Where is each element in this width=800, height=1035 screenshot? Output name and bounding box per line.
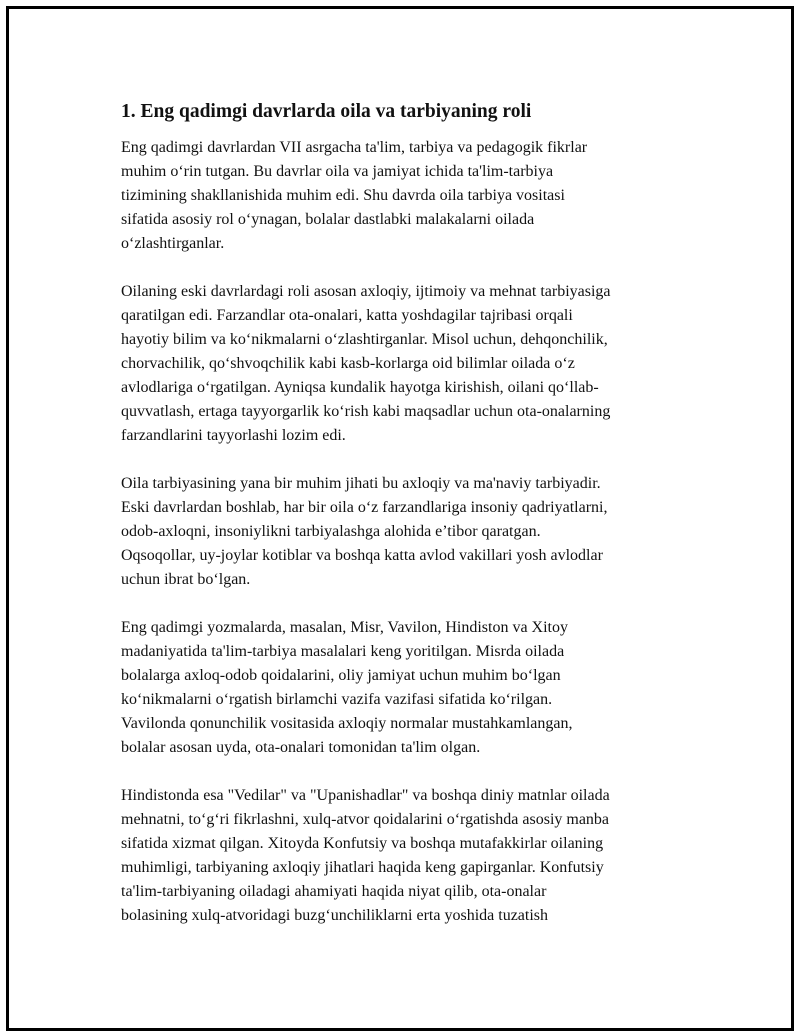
text-line: muhim o‘rin tutgan. Bu davrlar oila va jamiyat ichida ta'lim-tarbiya <box>121 163 554 180</box>
text-line: tizimining shakllanishida muhim edi. Shu davrda oila tarbiya vositasi <box>121 187 565 204</box>
text-line: sifatida asosiy rol o‘ynagan, bolalar dastlabki malakalarni oilada <box>121 211 535 228</box>
paragraph-1 <box>121 136 701 256</box>
text-line: o‘zlashtirganlar. <box>121 235 225 252</box>
text-line: Eng qadimgi davrlardan VII asrgacha ta'lim, tarbiya va pedagogik fikrlar <box>121 139 588 156</box>
text-line: farzandlarini tayyorlashi lozim edi. <box>121 427 346 444</box>
text-line: ko‘nikmalarni o‘rgatish birlamchi vazifa vazifasi sifatida ko‘rilgan. <box>121 691 553 708</box>
paragraph-4 <box>121 616 701 760</box>
text-line: odob-axloqni, insoniylikni tarbiyalashga alohida e’tibor qaratgan. <box>121 523 541 540</box>
text-line: Vavilonda qonunchilik vositasida axloqiy normalar mustahkamlangan, <box>121 715 573 732</box>
text-line: Oila tarbiyasining yana bir muhim jihati bu axloqiy va ma'naviy tarbiyadir. <box>121 475 601 492</box>
text-line: chorvachilik, qo‘shvoqchilik kabi kasb-korlarga oid bilimlar oilada o‘z <box>121 355 575 372</box>
text-line: muhimligi, tarbiyaning axloqiy jihatlari haqida keng gapirganlar. Konfutsiy <box>121 859 604 876</box>
text-line: ta'lim-tarbiyaning oiladagi ahamiyati haqida niyat qilib, ota-onalar <box>121 883 547 900</box>
page-frame <box>6 6 794 1031</box>
text-line: Oqsoqollar, uy-joylar kotiblar va boshqa katta avlod vakillari yosh avlodlar <box>121 547 603 564</box>
section-heading: 1. Eng qadimgi davrlarda oila va tarbiyaning roli <box>121 101 532 122</box>
text-line: avlodlariga o‘rgatilgan. Ayniqsa kundalik hayotga kirishish, oilani qo‘llab- <box>121 379 599 396</box>
text-line: Hindistonda esa "Vedilar" va "Upanishadlar" va boshqa diniy matnlar oilada <box>121 787 610 804</box>
text-line: mehnatni, to‘g‘ri fikrlashni, xulq-atvor qoidalarini o‘rgatishda asosiy manba <box>121 811 610 828</box>
text-line: quvvatlash, ertaga tayyorgarlik ko‘rish kabi maqsadlar uchun ota-onalarning <box>121 403 611 420</box>
text-line: Eng qadimgi yozmalarda, masalan, Misr, Vavilon, Hindiston va Xitoy <box>121 619 568 636</box>
text-line: uchun ibrat bo‘lgan. <box>121 571 251 588</box>
text-line: bolalarga axloq-odob qoidalarini, oliy jamiyat uchun muhim bo‘lgan <box>121 667 561 684</box>
text-line: qaratilgan edi. Farzandlar ota-onalari, katta yoshdagilar tajribasi orqali <box>121 307 573 324</box>
text-line: bolasining xulq-atvoridagi buzg‘unchiliklarni erta yoshida tuzatish <box>121 907 549 924</box>
text-line: sifatida xizmat qilgan. Xitoyda Konfutsiy va boshqa mutafakkirlar oilaning <box>121 835 604 852</box>
text-line: madaniyatida ta'lim-tarbiya masalalari keng yoritilgan. Misrda oilada <box>121 643 565 660</box>
paragraph-3 <box>121 472 701 592</box>
text-line: hayotiy bilim va ko‘nikmalarni o‘zlashtirganlar. Misol uchun, dehqonchilik, <box>121 331 608 348</box>
paragraph-5 <box>121 784 701 928</box>
text-line: Eski davrlardan boshlab, har bir oila o‘z farzandlariga insoniy qadriyatlarni, <box>121 499 608 516</box>
text-line: bolalar asosan uyda, ota-onalari tomonidan ta'lim olgan. <box>121 739 481 756</box>
document-body <box>121 99 701 952</box>
text-line: Oilaning eski davrlardagi roli asosan axloqiy, ijtimoiy va mehnat tarbiyasiga <box>121 283 611 300</box>
paragraph-2 <box>121 280 701 448</box>
